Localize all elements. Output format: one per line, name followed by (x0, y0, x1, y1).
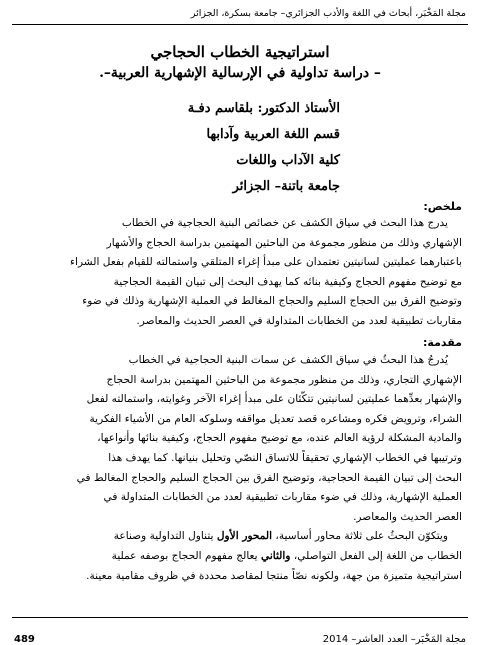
intro-line: يُدرجُ هذا البحثُ في سياق الكشف عن سمات البنية الحجاجية في الخطاب (128, 354, 448, 366)
intro-text: يتناول التداولية وصناعة (113, 530, 217, 543)
axis-two-label: والثاني (260, 549, 291, 562)
abstract-line: الإشهاري وذلك من منظور مجموعة من الباحثين المهتمين بدراسة الحجاج والأشهار (106, 236, 462, 249)
header-rule (12, 24, 468, 25)
axis-one-label: المحور الأول (216, 530, 273, 543)
author-block (150, 96, 340, 200)
intro-line: استراتيجية متميزة من جهة، ولكونه نصّاً منتجا لمقاصد محددة في ظروف مقامية معينة. (86, 569, 462, 582)
abstract-line: مقاربات تطبيقية لعدد من الخطابات المتداولة في العصر الحديث والمعاصر. (136, 314, 462, 327)
author-name: الأستاذ الدكتور: بلقاسم دفـة (187, 101, 340, 116)
intro-text: ويتكوّن البحثُ على ثلاثة محاور أساسية، (272, 530, 448, 543)
author-faculty: كلية الآداب واللغات (236, 153, 340, 168)
abstract-line: مع توضيح مفهوم الحجاج وكيفية بنائه كما يهدف البحث إلى تبيان القيمة الحجاجية (113, 275, 462, 288)
intro-line: البحث إلى تبيان القيمة الحجاجية، وتوضيح الفرق بين الحجاج السليم والحجاج المغالط في (76, 471, 462, 484)
abstract-line: وتوضيح الفرق بين الحجاج السليم والحجاج المغالط في العملية الإشهارية وذلك في ضوء (82, 295, 462, 308)
intro-text: الخطاب من اللغة إلى الفعل التواصلي، (290, 549, 462, 562)
intro-line: والمادية المشكلة لرؤية العالم عنده، مع توضيح مفهوم الحجاج، وكيفية بنائها وأنواعها، (97, 432, 462, 445)
running-header: مجلة المَخْبَر، أبحاث في اللغة والأدب الجزائري– جامعة بسكرة، الجزائر (190, 8, 466, 19)
article-title: استراتيجية الخطاب الحجاجي (150, 43, 330, 61)
page-number: 489 (14, 634, 35, 645)
introduction-heading: مقدمة: (423, 336, 462, 349)
abstract-line: يدرج هذا البحث في سياق الكشف عن خصائص البنية الحجاجية في الخطاب (121, 217, 448, 229)
intro-line: العملية الإشهارية، وذلك في ضوء مقاربات تطبيقية لعدد من الخطابات المتداولة في (103, 491, 462, 504)
intro-line: الشراء، وترويض فكره ومشاعره قصد تعديل مواقفه وسلوكه العام من الأشياء الفكرية (89, 412, 462, 425)
intro-line: الإشهاري التجاري، وذلك من منظور مجموعة من الباحثين المهتمين بدراسة الحجاج (106, 373, 462, 386)
intro-line (18, 547, 462, 567)
article-subtitle: – دراسة تداولية في الإرسالية الإشهارية العربية–. (99, 65, 381, 81)
intro-line (18, 527, 462, 547)
abstract-body (18, 214, 462, 332)
intro-line: العصر الحديث والمعاصر. (353, 510, 462, 523)
intro-line: وترتيبها في الخطاب الإشهاري تحقيقاً للاتساق النصّي وتحليل بنيانها. كما يهدف هذا (108, 451, 462, 464)
title-block (40, 42, 440, 84)
footer-rule (12, 617, 468, 618)
intro-line: والإشهار بعدِّهما عمليتين لسانيتين تتكّئان على مبدأ إغراء الآخر وغوايته، واستمالته لفعل (86, 393, 462, 406)
footer-journal: مجلة المَخْبَر– العدد العاشر– 2014 (322, 634, 466, 645)
abstract-heading: ملخص: (423, 200, 462, 213)
author-department: قسم اللغة العربية وآدابها (206, 127, 340, 142)
author-university: جامعة باتنة– الجزائر (232, 179, 340, 194)
introduction-body (18, 351, 462, 586)
abstract-line: باعتبارهما عمليتين لسانيتين تعتمدان على مبدأ إغراء المتلقي واستمالته للقيام بفعل الشراء (70, 256, 462, 269)
intro-text: يعالج مفهوم الحجاج بوصفه عملية (111, 549, 261, 562)
